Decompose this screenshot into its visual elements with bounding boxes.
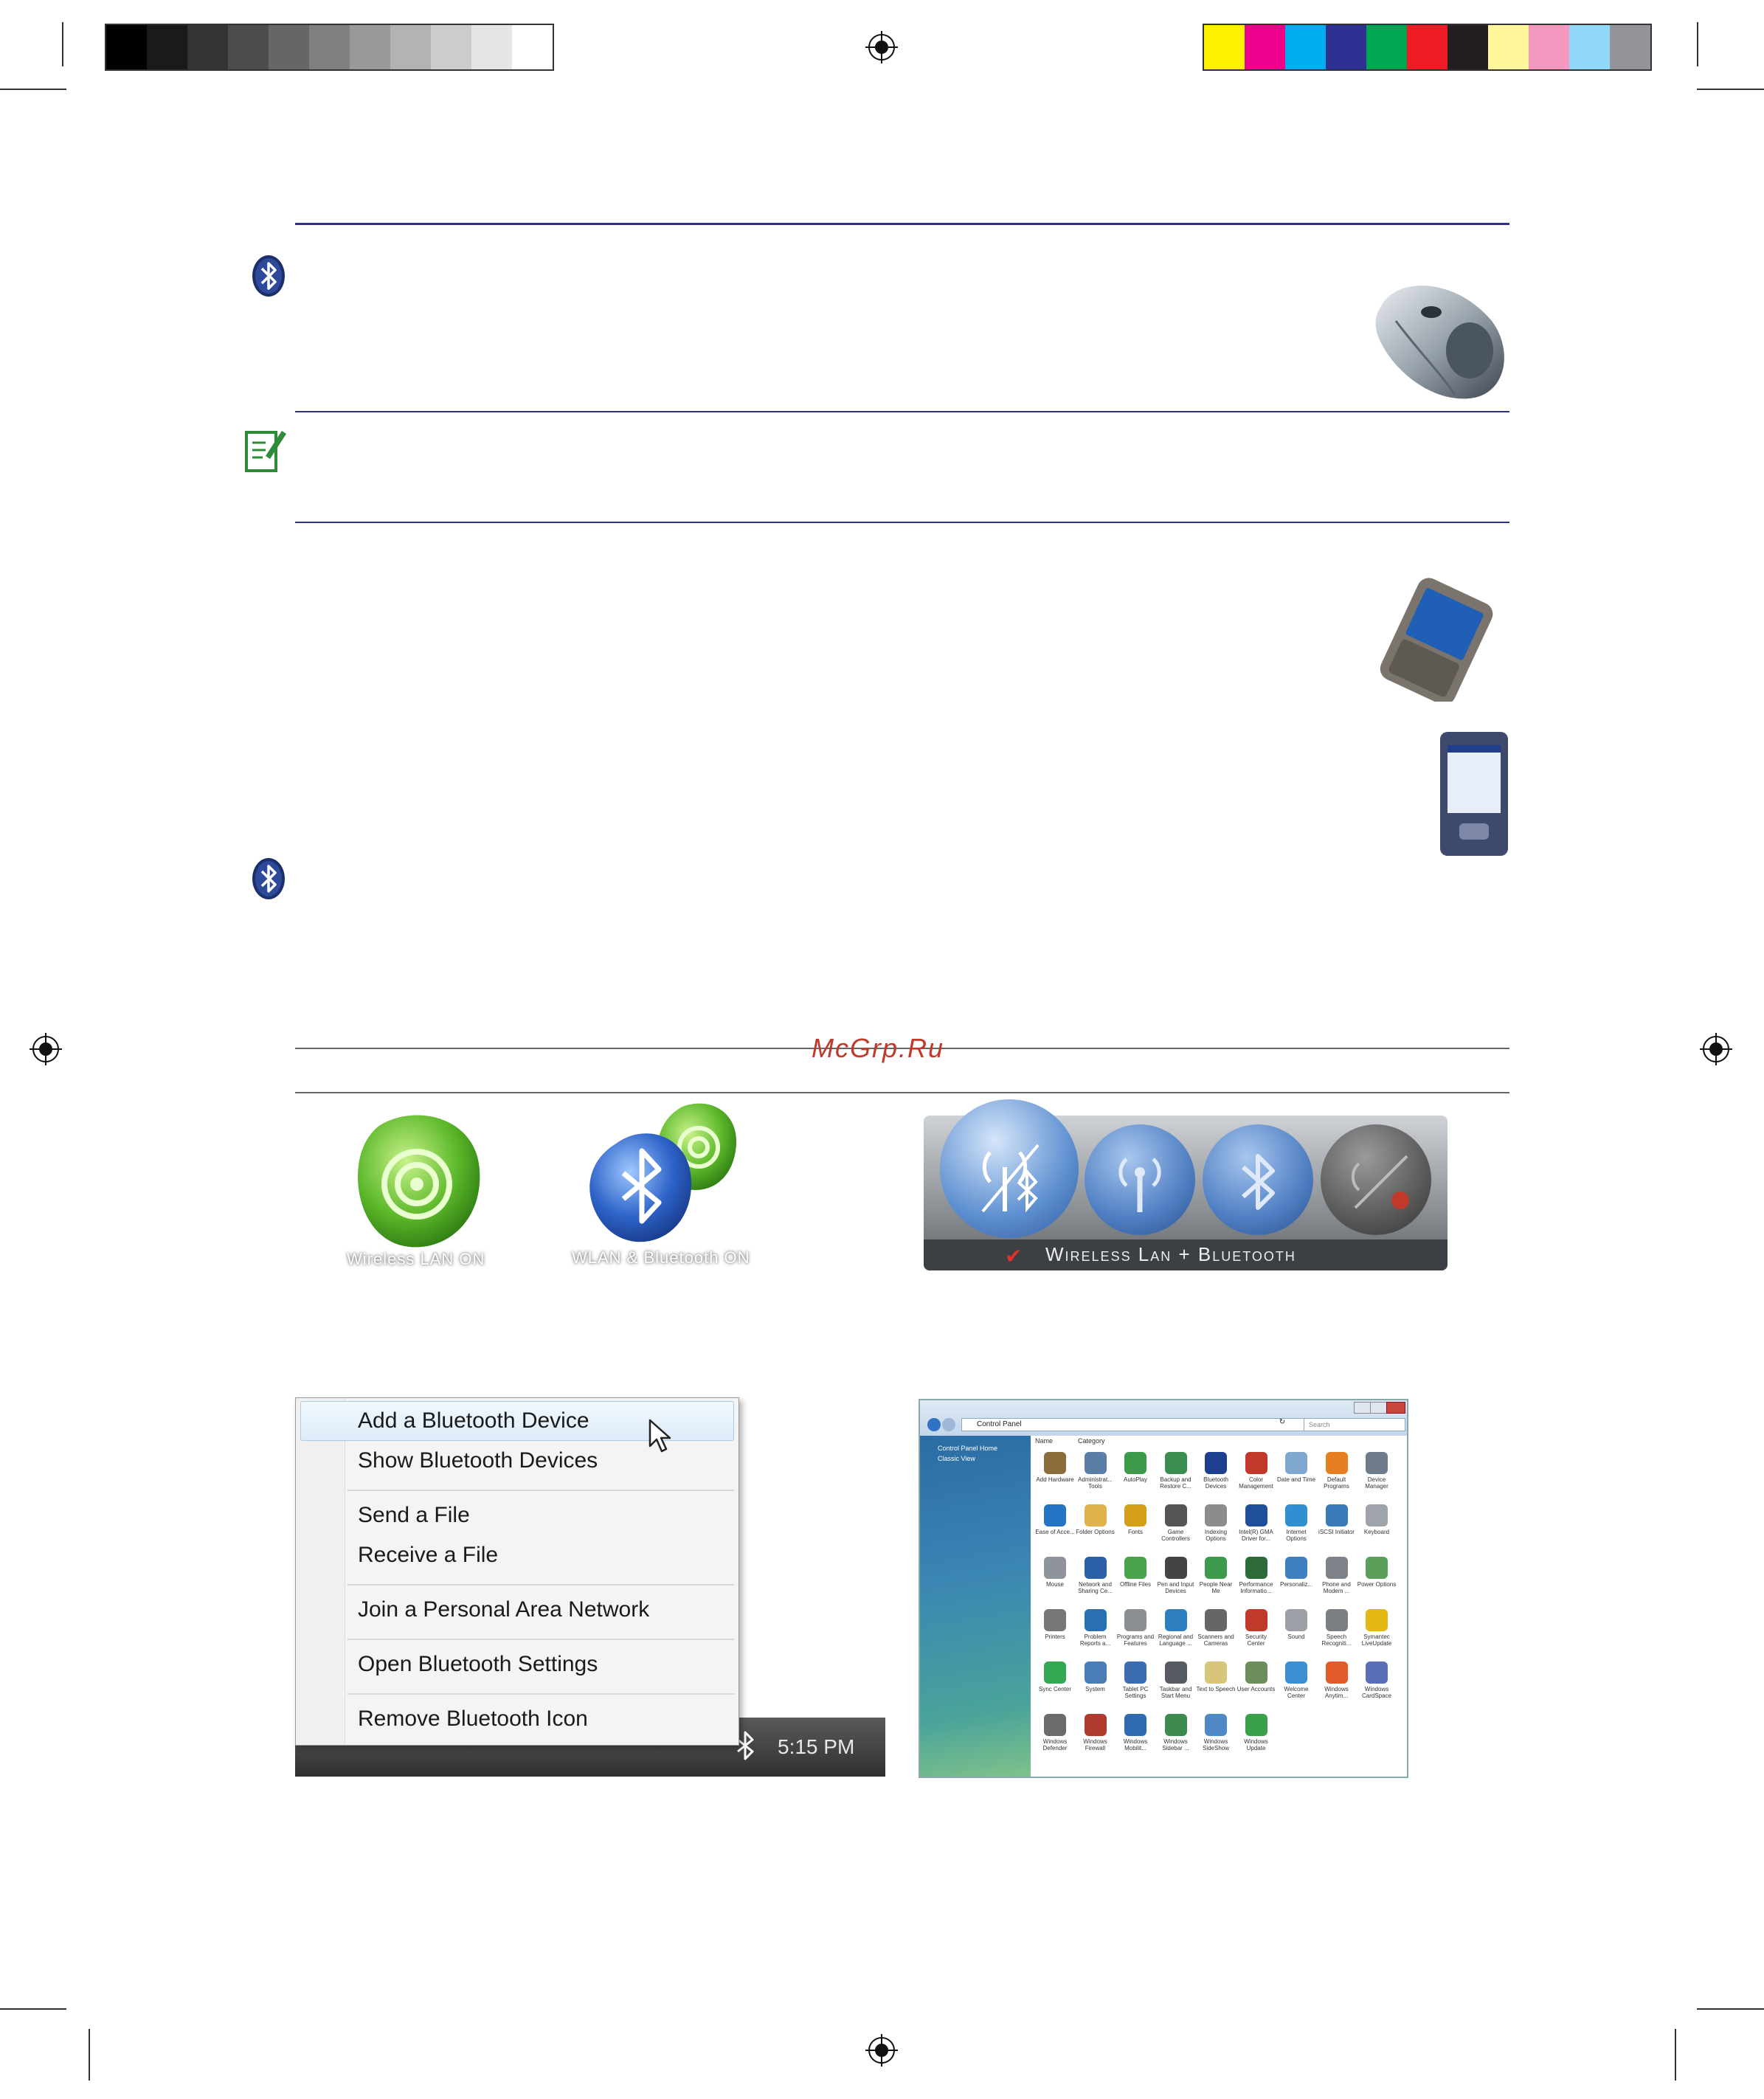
applet-label: Pen and Input Devices — [1157, 1581, 1194, 1594]
control-panel-item[interactable] — [1156, 1609, 1196, 1659]
antenna-icon — [1110, 1149, 1169, 1215]
menu-separator — [347, 1693, 734, 1695]
applet-icon — [1245, 1452, 1267, 1474]
color-swatch — [1204, 25, 1245, 69]
control-panel-item[interactable] — [1035, 1504, 1075, 1555]
applet-icon — [1165, 1609, 1187, 1631]
control-panel-item[interactable] — [1035, 1452, 1075, 1502]
applet-label: Printers — [1045, 1633, 1065, 1640]
control-panel-item[interactable] — [1116, 1714, 1155, 1764]
control-panel-item[interactable] — [1116, 1557, 1155, 1607]
color-swatch — [471, 25, 512, 69]
applet-icon — [1044, 1557, 1066, 1579]
search-input[interactable]: Search — [1304, 1418, 1405, 1431]
applet-icon — [1366, 1609, 1388, 1631]
applet-label: Windows CardSpace — [1361, 1686, 1392, 1699]
applet-icon — [1326, 1504, 1348, 1526]
applet-icon — [1085, 1661, 1107, 1684]
control-panel-item[interactable] — [1196, 1661, 1236, 1712]
control-panel-item[interactable] — [1276, 1661, 1316, 1712]
applet-icon — [1085, 1557, 1107, 1579]
control-panel-item[interactable] — [1276, 1609, 1316, 1659]
control-panel-item[interactable] — [1317, 1557, 1357, 1607]
forward-button[interactable] — [942, 1418, 955, 1431]
applet-icon — [1366, 1452, 1388, 1474]
applet-label: Windows SideShow — [1202, 1738, 1230, 1752]
control-panel-item[interactable] — [1317, 1661, 1357, 1712]
close-button[interactable] — [1386, 1402, 1405, 1414]
checkmark-icon: ✔ — [1005, 1245, 1023, 1268]
color-calibration-bar — [1203, 24, 1652, 71]
applet-label: Folder Options — [1076, 1529, 1115, 1535]
applet-label: Windows Sidebar ... — [1162, 1738, 1189, 1752]
address-bar[interactable]: Control Panel — [961, 1418, 1317, 1431]
menu-item-show-bluetooth-devices[interactable]: Show Bluetooth Devices — [358, 1448, 598, 1473]
antenna-bluetooth-icon — [968, 1138, 1049, 1219]
applet-label: Regional and Language ... — [1158, 1633, 1194, 1647]
applet-label: AutoPlay — [1123, 1476, 1148, 1483]
refresh-icon[interactable]: ↻ — [1279, 1418, 1286, 1426]
applet-label: Mouse — [1045, 1581, 1064, 1588]
color-swatch — [309, 25, 350, 69]
control-panel-item[interactable] — [1076, 1609, 1116, 1659]
color-swatch — [1245, 25, 1285, 69]
bluetooth-icon — [1236, 1149, 1280, 1215]
applet-label: Sync Center — [1038, 1686, 1072, 1692]
control-panel-item[interactable] — [1276, 1452, 1316, 1502]
control-panel-item[interactable] — [1276, 1504, 1316, 1555]
applet-icon — [1245, 1661, 1267, 1684]
control-panel-item[interactable] — [1317, 1452, 1357, 1502]
crop-mark — [1697, 22, 1698, 66]
control-panel-item[interactable] — [1236, 1504, 1276, 1555]
applet-label: Speech Recogniti... — [1321, 1633, 1352, 1647]
applet-icon — [1124, 1609, 1146, 1631]
crop-mark — [1697, 89, 1764, 90]
applet-label: Keyboard — [1363, 1529, 1390, 1535]
applet-label: Security Center — [1245, 1633, 1267, 1647]
applet-icon — [1326, 1557, 1348, 1579]
applet-label: User Accounts — [1236, 1686, 1276, 1692]
applet-label: Windows Mobilit... — [1123, 1738, 1148, 1752]
menu-item-add-bluetooth-device[interactable]: Add a Bluetooth Device — [358, 1408, 589, 1433]
wlan-bluetooth-on-label: WLAN & Bluetooth ON — [572, 1248, 750, 1267]
hotkey-bar-caption — [924, 1239, 1447, 1270]
applet-label: Add Hardware — [1036, 1476, 1074, 1483]
control-panel-item[interactable] — [1236, 1452, 1276, 1502]
control-panel-item[interactable] — [1156, 1714, 1196, 1764]
control-panel-items — [1035, 1452, 1402, 1772]
pda-image — [1437, 729, 1511, 859]
grayscale-calibration-bar — [105, 24, 554, 71]
maximize-button[interactable] — [1370, 1402, 1388, 1414]
wireless-off-icon — [1344, 1149, 1418, 1215]
color-swatch — [431, 25, 471, 69]
section-rule — [295, 411, 1509, 412]
applet-icon — [1085, 1714, 1107, 1736]
applet-label: Scanners and Cameras — [1197, 1633, 1234, 1647]
bluetooth-icon — [252, 857, 286, 900]
control-panel-item[interactable] — [1116, 1452, 1155, 1502]
applet-label: Tablet PC Settings — [1122, 1686, 1149, 1699]
smartphone-image — [1369, 572, 1509, 702]
applet-icon — [1044, 1452, 1066, 1474]
applet-label: Device Manager — [1365, 1476, 1388, 1490]
control-panel-window — [919, 1399, 1408, 1778]
applet-icon — [1044, 1504, 1066, 1526]
applet-label: Color Management — [1239, 1476, 1273, 1490]
wireless-hotkey-bar — [924, 1116, 1447, 1270]
applet-icon — [1165, 1504, 1187, 1526]
applet-label: Welcome Center — [1284, 1686, 1309, 1699]
control-panel-item[interactable] — [1035, 1661, 1075, 1712]
crop-mark — [0, 2008, 66, 2010]
control-panel-item[interactable] — [1357, 1452, 1397, 1502]
applet-label: Phone and Modem ... — [1322, 1581, 1351, 1594]
applet-label: Problem Reports a... — [1079, 1633, 1111, 1647]
crop-mark — [62, 22, 63, 66]
applet-label: Windows Defender — [1042, 1738, 1068, 1752]
applet-icon — [1165, 1714, 1187, 1736]
applet-icon — [1165, 1661, 1187, 1684]
applet-icon — [1245, 1504, 1267, 1526]
applet-label: Text to Speech — [1196, 1686, 1236, 1692]
color-swatch — [147, 25, 187, 69]
control-panel-item[interactable] — [1236, 1661, 1276, 1712]
applet-icon — [1124, 1661, 1146, 1684]
hotkey-bar-label: Wireless Lan + Bluetooth — [1045, 1243, 1296, 1265]
applet-label: Windows Anytim... — [1324, 1686, 1349, 1699]
column-header-category[interactable]: Category — [1078, 1437, 1105, 1445]
section-rule — [295, 522, 1509, 523]
applet-label: Power Options — [1357, 1581, 1397, 1588]
registration-mark-icon — [1700, 1033, 1732, 1065]
applet-icon — [1366, 1557, 1388, 1579]
crop-mark — [1697, 2008, 1764, 2010]
control-panel-item[interactable] — [1076, 1557, 1116, 1607]
applet-label: Backup and Restore C... — [1160, 1476, 1191, 1490]
wlan-bluetooth-on-osd-icon — [572, 1099, 771, 1254]
control-panel-item[interactable] — [1156, 1452, 1196, 1502]
control-panel-item[interactable] — [1116, 1504, 1155, 1555]
applet-icon — [1326, 1609, 1348, 1631]
crop-mark — [0, 89, 66, 90]
applet-icon — [1165, 1557, 1187, 1579]
control-panel-item[interactable] — [1196, 1452, 1236, 1502]
applet-icon — [1124, 1557, 1146, 1579]
applet-icon — [1124, 1714, 1146, 1736]
applet-icon — [1285, 1504, 1307, 1526]
menu-item-open-bluetooth-settings[interactable]: Open Bluetooth Settings — [358, 1652, 598, 1676]
menu-item-remove-bluetooth-icon[interactable]: Remove Bluetooth Icon — [358, 1706, 588, 1731]
applet-label: System — [1085, 1686, 1105, 1692]
minimize-button[interactable] — [1354, 1402, 1372, 1414]
color-swatch — [390, 25, 431, 69]
color-swatch — [1447, 25, 1488, 69]
note-icon — [243, 426, 288, 474]
control-panel-item[interactable] — [1357, 1661, 1397, 1712]
control-panel-item[interactable] — [1076, 1661, 1116, 1712]
applet-label: Bluetooth Devices — [1203, 1476, 1228, 1490]
color-swatch — [512, 25, 553, 69]
control-panel-titlebar — [920, 1400, 1407, 1436]
bluetooth-mouse-image — [1366, 277, 1511, 402]
control-panel-item[interactable] — [1357, 1609, 1397, 1659]
applet-label: Indexing Options — [1204, 1529, 1228, 1542]
applet-label: Sound — [1287, 1633, 1305, 1640]
control-panel-item[interactable] — [1076, 1452, 1116, 1502]
applet-label: Windows Firewall — [1083, 1738, 1107, 1752]
applet-icon — [1285, 1557, 1307, 1579]
applet-icon — [1044, 1609, 1066, 1631]
color-swatch — [1529, 25, 1569, 69]
applet-label: Internet Options — [1286, 1529, 1307, 1542]
applet-icon — [1165, 1452, 1187, 1474]
control-panel-item[interactable] — [1317, 1504, 1357, 1555]
applet-label: Network and Sharing Ce... — [1078, 1581, 1113, 1594]
crop-mark — [1675, 2029, 1676, 2081]
applet-label: Offline Files — [1119, 1581, 1152, 1588]
registration-mark-icon — [865, 2034, 898, 2067]
applet-icon — [1085, 1609, 1107, 1631]
color-swatch — [350, 25, 390, 69]
applet-label: Game Controllers — [1161, 1529, 1190, 1542]
menu-gutter — [296, 1398, 345, 1745]
applet-icon — [1205, 1557, 1227, 1579]
applet-label: Programs and Features — [1116, 1633, 1155, 1647]
color-swatch — [1366, 25, 1407, 69]
applet-label: Date and Time — [1276, 1476, 1316, 1483]
control-panel-item[interactable] — [1357, 1557, 1397, 1607]
wireless-lan-on-osd-icon — [336, 1103, 502, 1262]
menu-separator — [347, 1584, 734, 1586]
control-panel-item[interactable] — [1035, 1714, 1075, 1764]
applet-icon — [1326, 1661, 1348, 1684]
applet-label: Default Programs — [1324, 1476, 1349, 1490]
control-panel-item[interactable] — [1357, 1504, 1397, 1555]
applet-label: People Near Me — [1199, 1581, 1233, 1594]
applet-icon — [1124, 1452, 1146, 1474]
control-panel-item[interactable] — [1196, 1557, 1236, 1607]
applet-label: iSCSI Initiator — [1318, 1529, 1355, 1535]
applet-icon — [1366, 1661, 1388, 1684]
menu-item-send-file[interactable]: Send a File — [358, 1503, 470, 1527]
section-rule — [295, 223, 1509, 225]
control-panel-item[interactable] — [1035, 1609, 1075, 1659]
control-panel-item[interactable] — [1116, 1661, 1155, 1712]
control-panel-item[interactable] — [1196, 1504, 1236, 1555]
applet-icon — [1124, 1504, 1146, 1526]
control-panel-item[interactable] — [1156, 1661, 1196, 1712]
control-panel-item[interactable] — [1196, 1714, 1236, 1764]
color-swatch — [1407, 25, 1447, 69]
applet-label: Fonts — [1127, 1529, 1143, 1535]
applet-label: Performance Informatio... — [1239, 1581, 1273, 1594]
applet-icon — [1044, 1661, 1066, 1684]
sidebar-link-classic-view[interactable]: Classic View — [938, 1455, 975, 1462]
section-rule — [295, 1092, 1509, 1093]
color-swatch — [1326, 25, 1366, 69]
applet-icon — [1285, 1609, 1307, 1631]
control-panel-item[interactable] — [1236, 1714, 1276, 1764]
menu-item-receive-file[interactable]: Receive a File — [358, 1543, 499, 1567]
applet-icon — [1245, 1714, 1267, 1736]
wireless-lan-on-label: Wireless LAN ON — [347, 1250, 485, 1268]
applet-icon — [1326, 1452, 1348, 1474]
applet-icon — [1205, 1609, 1227, 1631]
color-swatch — [187, 25, 228, 69]
color-swatch — [1569, 25, 1610, 69]
menu-item-join-pan[interactable]: Join a Personal Area Network — [358, 1597, 650, 1622]
applet-label: Taskbar and Start Menu — [1159, 1686, 1192, 1699]
control-panel-item[interactable] — [1035, 1557, 1075, 1607]
control-panel-item[interactable] — [1076, 1714, 1116, 1764]
control-panel-item[interactable] — [1156, 1504, 1196, 1555]
control-panel-item[interactable] — [1276, 1557, 1316, 1607]
applet-icon — [1205, 1661, 1227, 1684]
color-swatch — [269, 25, 309, 69]
menu-separator — [347, 1490, 734, 1491]
control-panel-item[interactable] — [1317, 1609, 1357, 1659]
control-panel-item[interactable] — [1236, 1557, 1276, 1607]
mouse-cursor-icon — [648, 1418, 673, 1453]
watermark: McGrp.Ru — [812, 1033, 945, 1063]
menu-separator — [347, 1639, 734, 1640]
sidebar-link-home[interactable]: Control Panel Home — [938, 1445, 998, 1452]
control-panel-item[interactable] — [1236, 1609, 1276, 1659]
control-panel-item[interactable] — [1196, 1609, 1236, 1659]
control-panel-item[interactable] — [1156, 1557, 1196, 1607]
taskbar-clock: 5:15 PM — [778, 1735, 855, 1758]
applet-icon — [1085, 1504, 1107, 1526]
control-panel-item[interactable] — [1076, 1504, 1116, 1555]
applet-label: Ease of Acce... — [1035, 1529, 1075, 1535]
applet-label: Windows Update — [1244, 1738, 1268, 1752]
bluetooth-icon — [252, 255, 286, 297]
registration-mark-icon — [865, 31, 898, 63]
registration-mark-icon — [30, 1033, 62, 1065]
applet-label: Administrat... Tools — [1078, 1476, 1113, 1490]
applet-label: Symantec LiveUpdate — [1361, 1633, 1392, 1647]
applet-icon — [1245, 1609, 1267, 1631]
color-swatch — [1488, 25, 1529, 69]
color-swatch — [1610, 25, 1650, 69]
applet-icon — [1205, 1504, 1227, 1526]
control-panel-item[interactable] — [1116, 1609, 1155, 1659]
applet-icon — [1245, 1557, 1267, 1579]
color-swatch — [106, 25, 147, 69]
applet-label: Personaliz... — [1279, 1581, 1313, 1588]
control-panel-sidebar — [920, 1436, 1031, 1777]
crop-mark — [89, 2029, 90, 2081]
applet-icon — [1366, 1504, 1388, 1526]
applet-icon — [1044, 1714, 1066, 1736]
applet-label: Intel(R) GMA Driver for... — [1239, 1529, 1273, 1542]
color-swatch — [228, 25, 269, 69]
applet-icon — [1205, 1714, 1227, 1736]
color-swatch — [1285, 25, 1326, 69]
applet-icon — [1085, 1452, 1107, 1474]
column-header-name[interactable]: Name — [1035, 1437, 1054, 1445]
applet-icon — [1205, 1452, 1227, 1474]
back-button[interactable] — [927, 1418, 941, 1431]
applet-icon — [1285, 1661, 1307, 1684]
applet-icon — [1285, 1452, 1307, 1474]
